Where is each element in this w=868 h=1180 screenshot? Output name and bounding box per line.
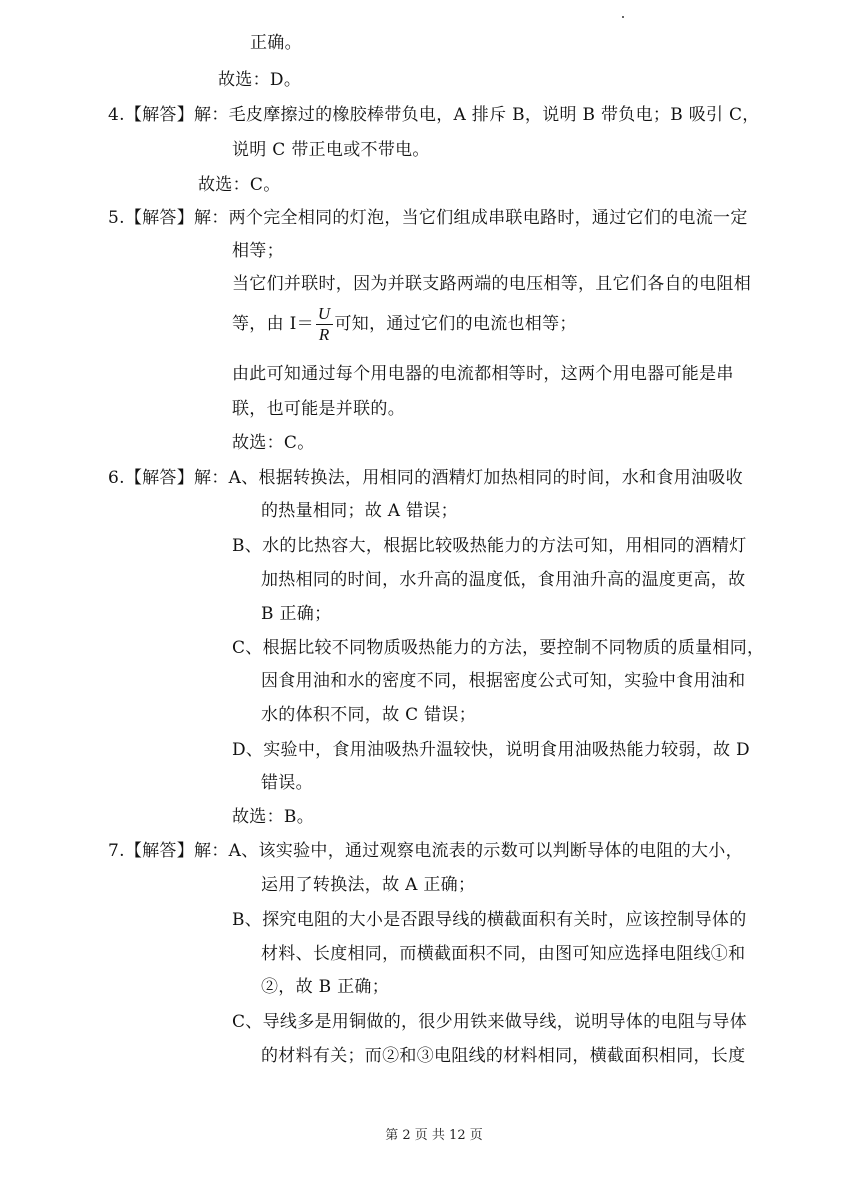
option-b-line: B、水的比热容大，根据比较吸热能力的方法可知，用相同的酒精灯 <box>232 536 747 556</box>
text-line: 联，也可能是并联的。 <box>232 399 405 419</box>
text-line: 由此可知通过每个用电器的电流都相等时，这两个用电器可能是串 <box>232 364 734 384</box>
text-line: 错误。 <box>261 773 313 793</box>
formula-prefix: 等，由 I＝ <box>232 314 314 334</box>
text-line: 正确。 <box>250 33 302 53</box>
fraction-numerator: U <box>317 304 331 323</box>
text-line: 加热相同的时间，水升高的温度低，食用油升高的温度更高，故 <box>261 570 746 590</box>
text-line: 的材料有关；而②和③电阻线的材料相同，横截面积相同，长度 <box>261 1046 746 1066</box>
text-line: 说明 C 带正电或不带电。 <box>232 140 430 160</box>
text-line: 水的体积不同，故 C 错误； <box>261 705 477 725</box>
option-d-line: D、实验中，食用油吸热升温较快，说明食用油吸热能力较弱，故 D <box>232 740 750 760</box>
text-line: 当它们并联时，因为并联支路两端的电压相等，且它们各自的电阻相 <box>232 274 751 294</box>
formula-line <box>232 304 577 345</box>
formula-suffix: 可知，通过它们的电流也相等； <box>334 314 577 334</box>
answer-line: 故选：B。 <box>232 807 314 827</box>
text-line: 材料、长度相同，而横截面积不同，由图可知应选择电阻线①和 <box>261 944 746 964</box>
fraction-denominator: R <box>318 325 330 344</box>
option-b-line: B、探究电阻的大小是否跟导线的横截面积有关时，应该控制导体的 <box>232 910 747 930</box>
answer-line: 故选：D。 <box>218 70 302 90</box>
question-7-answer: 7.【解答】解：A、该实验中，通过观察电流表的示数可以判断导体的电阻的大小， <box>108 841 743 861</box>
text-line: ②，故 B 正确； <box>261 977 389 997</box>
corner-mark <box>622 16 624 18</box>
text-line: 的热量相同；故 A 错误； <box>261 501 458 521</box>
answer-line: 故选：C。 <box>198 175 281 195</box>
text-line: 因食用油和水的密度不同，根据密度公式可知，实验中食用油和 <box>261 671 746 691</box>
question-5-answer: 5.【解答】解：两个完全相同的灯泡，当它们组成串联电路时，通过它们的电流一定 <box>108 208 748 228</box>
option-c-line: C、根据比较不同物质吸热能力的方法，要控制不同物质的质量相同， <box>232 638 765 658</box>
option-c-line: C、导线多是用铜做的，很少用铁来做导线，说明导体的电阻与导体 <box>232 1012 748 1032</box>
question-4-answer: 4.【解答】解：毛皮摩擦过的橡胶棒带负电，A 排斥 B，说明 B 带负电；B 吸引 C， <box>108 105 760 125</box>
text-line: 相等； <box>232 241 284 261</box>
question-6-answer: 6.【解答】解：A、根据转换法，用相同的酒精灯加热相同的时间，水和食用油吸收 <box>108 468 743 488</box>
current-formula-fraction <box>316 304 333 345</box>
text-line: 运用了转换法，故 A 正确； <box>261 875 476 895</box>
page-footer: 第 2 页 共 12 页 <box>385 1128 483 1143</box>
answer-line: 故选：C。 <box>232 433 315 453</box>
text-line: B 正确； <box>261 604 332 624</box>
